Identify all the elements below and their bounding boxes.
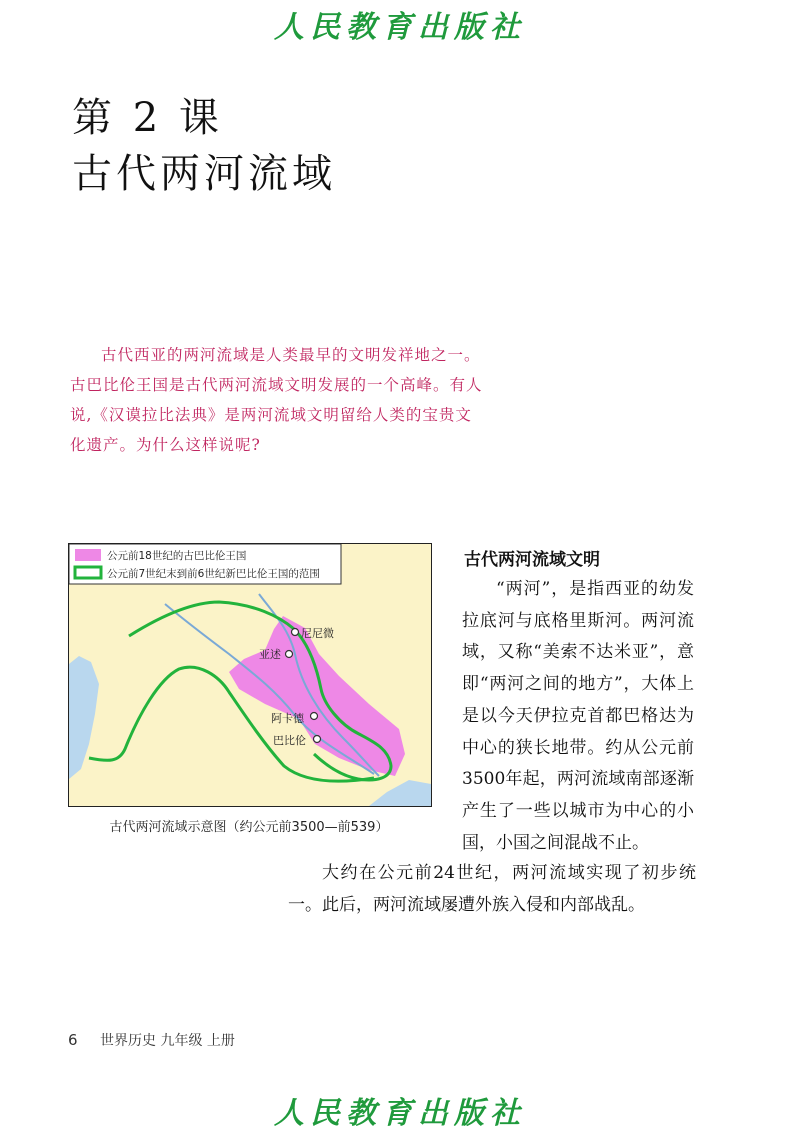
city-label-akkad: 阿卡德 — [271, 712, 304, 725]
city-label-assur: 亚述 — [259, 648, 281, 661]
legend-label-kingdom: 公元前18世纪的古巴比伦王国 — [107, 550, 247, 562]
intro-question — [70, 340, 488, 460]
body-paragraph-2 — [288, 858, 696, 921]
map-caption: 古代两河流域示意图（约公元前3500—前539） — [109, 820, 389, 835]
page-footer — [68, 1030, 235, 1050]
publisher-watermark-bottom: 人民教育出版社 — [274, 1096, 526, 1131]
section-heading: 古代两河流域文明 — [464, 550, 600, 570]
map-svg — [69, 544, 431, 806]
intro-text: 古代西亚的两河流域是人类最早的文明发祥地之一。古巴比伦王国是古代两河流域文明发展的一个高峰。有人说,《汉谟拉比法典》是两河流域文明留给人类的宝贵文化遗产。为什么这样说呢? — [70, 346, 483, 454]
legend-swatch-kingdom — [75, 549, 101, 561]
city-label-nineveh: 尼尼微 — [301, 627, 334, 640]
map-figure — [68, 543, 432, 807]
body-paragraph-1 — [462, 574, 694, 859]
page-number: 6 — [68, 1031, 78, 1049]
lesson-title: 古代两河流域 — [72, 151, 336, 197]
publisher-watermark-top: 人民教育出版社 — [274, 10, 526, 45]
city-label-babylon: 巴比伦 — [273, 734, 306, 747]
lesson-number: 第 2 课 — [72, 95, 223, 141]
body-text-1: “两河”，是指西亚的幼发拉底河与底格里斯河。两河流域，又称“美索不达米亚”，意即“两河之间的地方”，大体上是以今天伊拉克首都巴格达为中心的狭长地带。约从公元前3500年起，两河流域南部逐渐产生了一些以城市为中心的小国，小国之间混战不止。 — [462, 579, 694, 853]
legend-label-border: 公元前7世纪末到前6世纪新巴比伦王国的范围 — [107, 568, 320, 580]
map-legend — [69, 544, 341, 584]
book-title: 世界历史 九年级 上册 — [100, 1033, 235, 1049]
body-text-2: 大约在公元前24世纪，两河流域实现了初步统一。此后，两河流域屡遭外族入侵和内部战乱。 — [288, 863, 696, 915]
